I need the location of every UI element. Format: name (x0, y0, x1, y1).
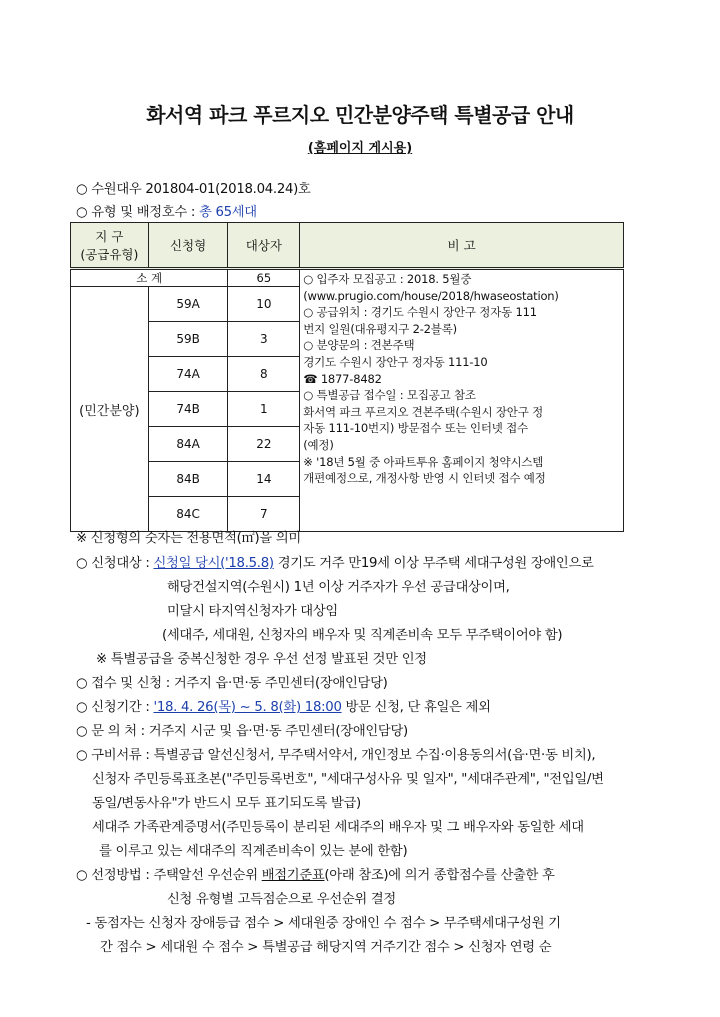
notes-cell (300, 269, 624, 532)
header-count: 대상자 (228, 223, 300, 269)
tiebreak-line1: - 동점자는 신청자 장애등급 점수 > 세대원중 장애인 수 점수 > 무주택세대구성원 기 (86, 916, 561, 931)
count-cell: 22 (228, 427, 300, 462)
selection-line2: 신청 유형별 고득점순으로 우선순위 결정 (167, 892, 396, 907)
note-line: 자동 111-10번지) 방문접수 또는 인터넷 접수 (303, 421, 528, 436)
header-note: 비 고 (300, 223, 624, 269)
count-cell: 3 (228, 322, 300, 357)
district-cell: (민간분양) (71, 287, 149, 532)
page-title: 화서역 파크 푸르지오 민간분양주택 특별공급 안내 (146, 103, 574, 127)
type-cell: 84B (148, 462, 228, 497)
documents-line5: 를 이루고 있는 세대주의 직계존비속이 있는 분에 한함) (99, 844, 408, 859)
area-footnote: ※ 신청형의 숫자는 전용면적(㎡)을 의미 (76, 531, 301, 546)
note-line: ○ 입주자 모집공고 : 2018. 5월중 (303, 272, 472, 286)
type-summary: ○ 유형 및 배정호수 : 총 65세대 (76, 205, 257, 220)
note-line: ○ 분양문의 : 견본주택 (303, 338, 415, 353)
eligibility-line4: (세대주, 세대원, 신청자의 배우자 및 직계존비속 모두 무주택이어야 함) (162, 628, 563, 643)
reception-line: ○ 접수 및 신청 : 거주지 읍·면·동 주민센터(장애인담당) (76, 676, 388, 691)
note-line: (www.prugio.com/house/2018/hwaseostation) (303, 288, 559, 303)
header-district: 지 구 (공급유형) (71, 223, 149, 269)
note-line: 개편예정으로, 개정사항 반영 시 인터넷 접수 예정 (303, 471, 546, 486)
note-line: ○ 특별공급 접수일 : 모집공고 참조 (303, 388, 476, 403)
note-line: (예정) (303, 437, 334, 452)
note-line: ※ '18년 5월 중 아파트투유 홈페이지 청약시스템 (303, 454, 544, 469)
page-subtitle: (홈페이지 게시용) (307, 141, 413, 156)
note-line: ☎ 1877-8482 (303, 371, 382, 386)
type-cell: 84C (148, 497, 228, 532)
contact-line: ○ 문 의 처 : 거주지 시군 및 읍·면·동 주민센터(장애인담당) (76, 724, 408, 739)
count-cell: 8 (228, 357, 300, 392)
table-header-row (71, 223, 624, 269)
count-cell: 14 (228, 462, 300, 497)
subtotal-value: 65 (228, 269, 300, 287)
count-cell: 1 (228, 392, 300, 427)
type-cell: 74A (148, 357, 228, 392)
duplicate-note: ※ 특별공급을 중복신청한 경우 우선 선정 발표된 것만 인정 (96, 652, 427, 667)
eligibility-line2: 해당건설지역(수원시) 1년 이상 거주자가 우선 공급대상이며, (167, 580, 510, 595)
announce-number: ○ 수원대우 201804-01(2018.04.24)호 (76, 182, 311, 197)
documents-line4: 세대주 가족관계증명서(주민등록이 분리된 세대주의 배우자 및 그 배우자와 동일한 세대 (92, 820, 584, 835)
subtotal-label: 소 계 (71, 269, 228, 287)
note-line: ○ 공급위치 : 경기도 수원시 장안구 정자동 111 (303, 305, 537, 320)
count-cell: 10 (228, 287, 300, 322)
note-line: 번지 일원(대유평지구 2-2블록) (303, 321, 457, 336)
type-cell: 59A (148, 287, 228, 322)
documents-line1: ○ 구비서류 : 특별공급 알선신청서, 무주택서약서, 개인정보 수집·이용동의서(읍·면·동 비치), (76, 748, 596, 763)
tiebreak-line2: 간 점수 > 세대원 수 점수 > 특별공급 해당지역 거주기간 점수 > 신청자 연령 순 (100, 940, 552, 955)
note-line: 화서역 파크 푸르지오 견본주택(수원시 장안구 정 (303, 404, 543, 419)
documents-line2: 신청자 주민등록표초본("주민등록번호", "세대구성사유 및 일자", "세대주관계", "전입일/변 (92, 772, 604, 787)
subtotal-row (71, 269, 624, 287)
type-cell: 84A (148, 427, 228, 462)
type-cell: 74B (148, 392, 228, 427)
eligibility-line3: 미달시 타지역신청자가 대상임 (167, 604, 338, 619)
note-line: 경기도 수원시 장안구 정자동 111-10 (303, 354, 488, 369)
period-line: ○ 신청기간 : '18. 4. 26(목) ~ 5. 8(화) 18:00 방문 신청, 단 휴일은 제외 (76, 700, 491, 715)
header-type: 신청형 (148, 223, 228, 269)
documents-line3: 동일/변동사유"가 반드시 모두 표기되도록 발급) (92, 796, 361, 811)
type-cell: 59B (148, 322, 228, 357)
allocation-table (70, 222, 624, 532)
selection-line1: ○ 선정방법 : 주택알선 우선순위 배점기준표(아래 참조)에 의거 종합점수를 산출한 후 (76, 868, 555, 883)
count-cell: 7 (228, 497, 300, 532)
eligibility-line1: ○ 신청대상 : 신청일 당시('18.5.8) 경기도 거주 만19세 이상 무주택 세대구성원 장애인으로 (76, 556, 594, 571)
